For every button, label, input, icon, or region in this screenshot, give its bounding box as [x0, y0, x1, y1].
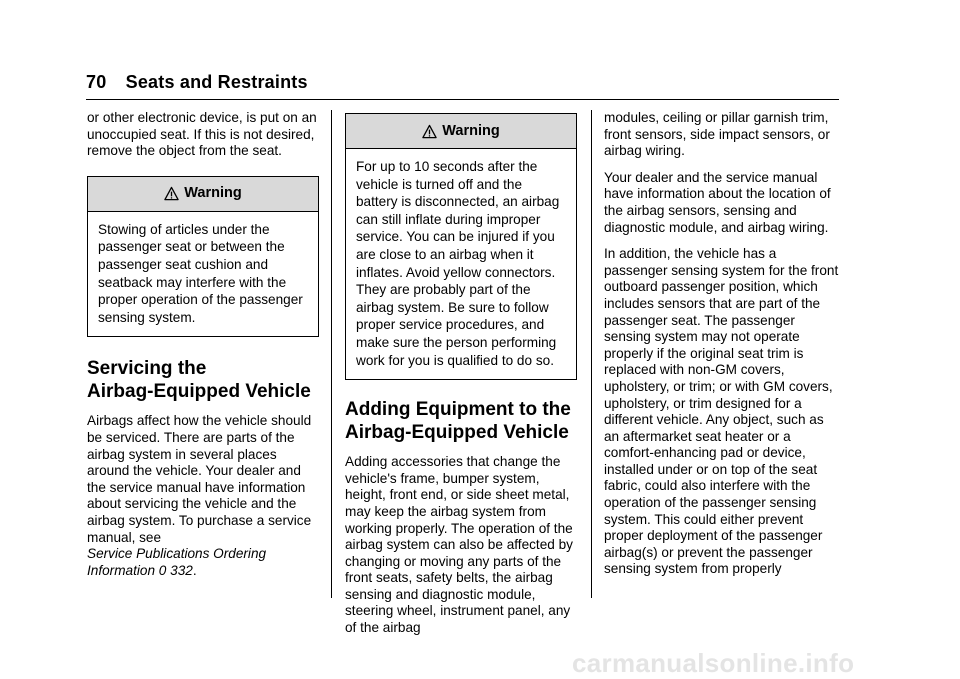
column-2 — [345, 113, 577, 647]
column-divider — [591, 110, 592, 598]
servicing-heading-line2: Airbag-Equipped Vehicle — [87, 381, 311, 403]
warning-box — [87, 176, 319, 338]
warning-text: Stowing of articles under the passenger seat or between the passenger seat cushion and seatback may interfere with the proper operation of the passenger sensing system. — [98, 221, 303, 325]
section-title: Seats and Restraints — [125, 72, 308, 92]
column-3 — [604, 110, 840, 588]
warning-icon — [422, 124, 437, 139]
adding-heading-line1: Adding Equipment to the — [345, 399, 571, 421]
watermark: carmanualsonline.info — [572, 648, 855, 678]
column-divider — [331, 110, 332, 598]
page-number: 70 — [86, 72, 107, 92]
adding-equipment-heading — [345, 398, 577, 444]
intro-paragraph: or other electronic device, is put on an unoccupied seat. If this is not desired, remove the object from the seat. — [87, 110, 317, 159]
header-rule — [86, 99, 839, 100]
paragraph-3: In addition, the vehicle has a passenger sensing system for the front outboard passenger position, which includes sensors that are part of the passenger seat. The passenger sensing system may not operate properly if the original seat trim is replaced with non-GM covers, upholstery, or trim; or with GM covers, upholstery, or trim designed for a different vehicle. Any object, such as an aftermarket seat heater or a comfort-enhancing pad or device, installed under or on top of the seat fabric, could also interfere with the operation of the passenger sensing system. This could either prevent proper deployment of the passenger airbag(s) or prevent the passenger sensing system from properly — [604, 246, 839, 577]
ref-end: . — [192, 562, 197, 578]
warning-title: Warning — [184, 185, 242, 202]
warning-box — [345, 113, 577, 380]
warning-title: Warning — [442, 122, 500, 139]
servicing-text: Airbags affect how the vehicle should be serviced. There are parts of the airbag system in several places around the vehicle. Your dealer and the service manual have information about servicing the vehicle and the airbag system. To purchase a service manual, see — [87, 413, 312, 545]
page-ref-icon: 0 — [158, 562, 167, 578]
adding-heading-line2: Airbag-Equipped Vehicle — [345, 422, 569, 444]
servicing-heading — [87, 357, 319, 403]
column-1 — [87, 110, 319, 579]
service-publications-link[interactable] — [87, 546, 319, 579]
servicing-heading-line1: Servicing the — [87, 358, 207, 380]
warning-text: For up to 10 seconds after the vehicle is turned off and the battery is disconnected, an airbag can still inflate during improper service. You can be injured if you are close to an airbag when it inflates. Avoid yellow connectors. They are probably part of the airbag system. Be sure to follow proper service procedures, and make sure the person performing work for you is qualified to do so. — [356, 159, 560, 368]
warning-header — [346, 114, 576, 149]
warning-header — [88, 177, 318, 212]
warning-icon — [164, 186, 179, 201]
servicing-paragraph — [87, 413, 319, 546]
ref-line1: Service Publications Ordering — [87, 546, 267, 562]
ref-line2: Information — [87, 562, 156, 578]
ref-page: 332 — [170, 562, 193, 578]
paragraph-2: Your dealer and the service manual have information about the location of the airbag sensors, sensing and diagnostic module, and airbag wiring. — [604, 169, 831, 235]
paragraph-1: modules, ceiling or pillar garnish trim, front sensors, side impact sensors, or airbag wiring. — [604, 110, 830, 159]
adding-equipment-paragraph: Adding accessories that change the vehicle's frame, bumper system, height, front end, or side sheet metal, may keep the airbag system from working properly. The operation of the airbag system can also be affected by changing or moving any parts of the front seats, safety belts, the airbag sensing and diagnostic module, steering wheel, instrument panel, any of the airbag — [345, 454, 573, 636]
page-header — [86, 72, 308, 93]
